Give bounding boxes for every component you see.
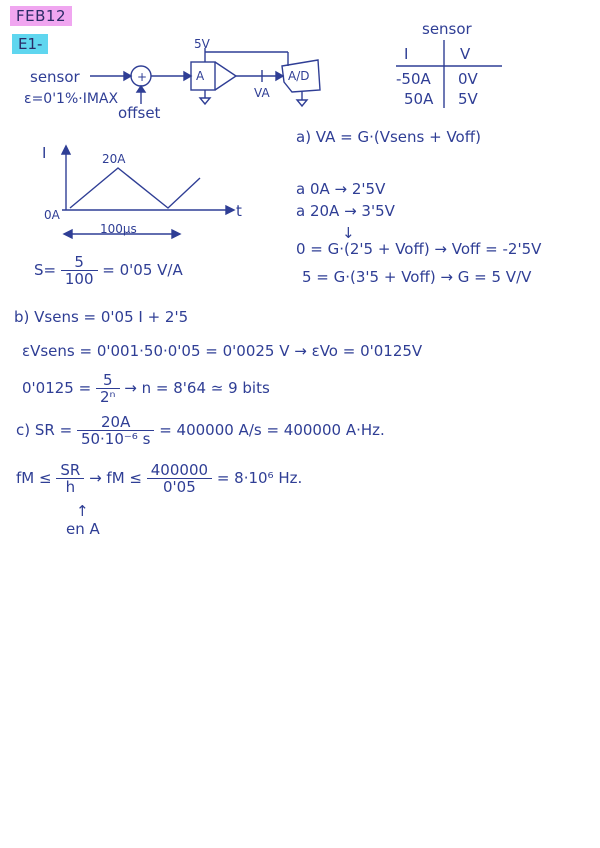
part-b-error: εVsens = 0'001·50·0'05 = 0'0025 V → εVo = 0'0125V <box>22 342 423 360</box>
amp-label: A <box>196 69 205 83</box>
graph-xlabel: t <box>236 202 242 220</box>
bits-fraction: $\frac{5}{\text{2ⁿ}}$ <box>96 372 120 405</box>
exercise-tag: E1- <box>12 34 48 54</box>
va-label: VA <box>254 86 270 100</box>
table-header-i: I <box>404 45 409 63</box>
sensor-label: sensor <box>30 68 80 86</box>
fm-fraction-2: $\frac{400000}{0'05}$ <box>147 462 212 495</box>
part-a-arrow: ↓ <box>342 224 355 242</box>
part-a-line1: a 0A → 2'5V <box>296 180 386 198</box>
part-b-bits: 0'0125 = $\frac{5}{\text{2ⁿ}}$ → n = 8'64 ≃ 9 bits <box>22 371 270 406</box>
error-equation: ε=0'1%·IMAX <box>24 91 119 107</box>
sensitivity-eq: S= $\frac{5}{100}$ = 0'05 V/A <box>34 253 183 288</box>
graph-peak-label: 20A <box>102 152 126 166</box>
adc-label: A/D <box>288 69 310 83</box>
note-text: en A <box>66 520 100 538</box>
supply-label: 5V <box>194 37 210 51</box>
part-a-line2: a 20A → 3'5V <box>296 202 395 220</box>
graph-origin-label: 0A <box>44 208 60 222</box>
offset-label: offset <box>118 104 161 122</box>
sensitivity-fraction: $\frac{5}{100}$ <box>61 254 98 287</box>
table-cell: -50A <box>396 70 431 88</box>
part-c-slew: c) SR = $\frac{20A}{\text{50·10⁻⁶ s}}$ = 400000 A/s = 400000 A·Hz. <box>16 413 385 448</box>
triangle-wave <box>70 168 200 208</box>
part-b-equation: b) Vsens = 0'05 I + 2'5 <box>14 308 189 326</box>
graph-period-label: 100µs <box>100 222 137 236</box>
table-title: sensor <box>422 20 472 38</box>
part-a-line3: 0 = G·(2'5 + Voff) → Voff = -2'5V <box>296 240 542 258</box>
title-tag: FEB12 <box>10 6 72 26</box>
part-a-line4: 5 = G·(3'5 + Voff) → G = 5 V/V <box>302 268 532 286</box>
graph-ylabel: I <box>42 144 47 162</box>
part-a-equation: a) VA = G·(Vsens + Voff) <box>296 128 481 146</box>
table-cell: 0V <box>458 70 478 88</box>
plus-sign: + <box>137 70 148 84</box>
table-cell: 5V <box>458 90 478 108</box>
table-cell: 50A <box>404 90 434 108</box>
slew-fraction: $\frac{20A}{\text{50·10⁻⁶ s}}$ <box>77 414 154 447</box>
part-c-fm: fM ≤ $\frac{SR}{h}$ → fM ≤ $\frac{400000}{0'05}$ = 8·10⁶ Hz. <box>16 461 303 496</box>
fm-fraction: $\frac{SR}{h}$ <box>56 462 84 495</box>
note-arrow: ↑ <box>76 502 89 520</box>
table-header-v: V <box>460 45 471 63</box>
